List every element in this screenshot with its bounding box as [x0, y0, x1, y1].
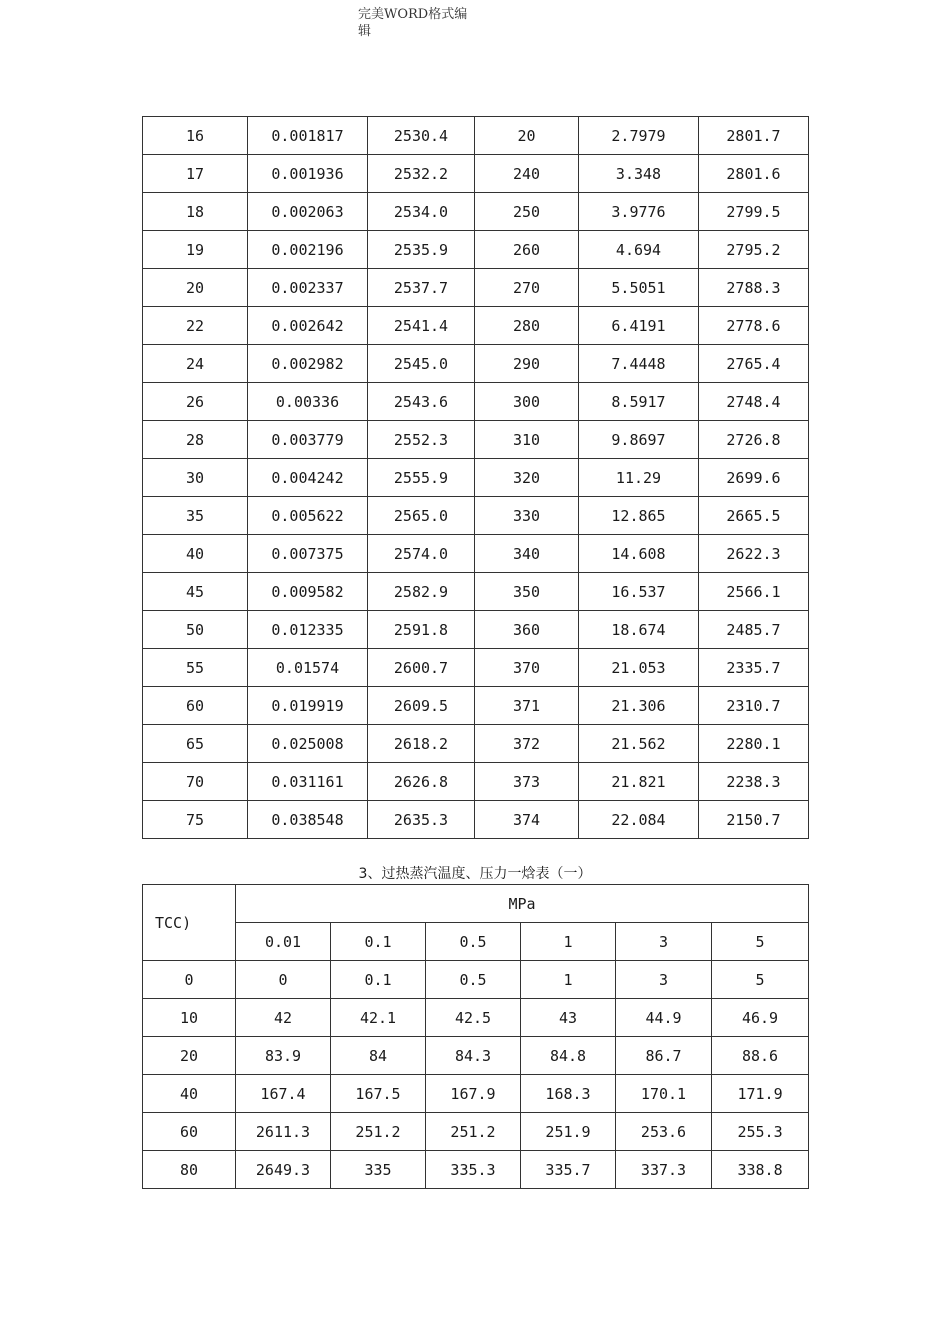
header-line-1: 完美WORD格式编: [358, 7, 468, 22]
table-cell: 11.29: [579, 459, 699, 497]
table-cell: 14.608: [579, 535, 699, 573]
table-cell: 50: [143, 611, 248, 649]
pressure-header-cell: 0.1: [331, 923, 426, 961]
table-cell: 0.001936: [248, 155, 368, 193]
table-cell: 2726.8: [699, 421, 809, 459]
table-row: [143, 1113, 809, 1151]
table-row: [143, 155, 809, 193]
table-cell: 0.025008: [248, 725, 368, 763]
table-row: [143, 801, 809, 839]
table-cell: 3.9776: [579, 193, 699, 231]
table-row: [143, 1151, 809, 1189]
temperature-cell: 60: [143, 1113, 236, 1151]
table-cell: 5.5051: [579, 269, 699, 307]
table-cell: 2622.3: [699, 535, 809, 573]
table-cell: 2591.8: [368, 611, 475, 649]
table-cell: 18: [143, 193, 248, 231]
table-cell: 2600.7: [368, 649, 475, 687]
table-cell: 260: [475, 231, 579, 269]
table-cell: 21.821: [579, 763, 699, 801]
enthalpy-cell: 251.2: [331, 1113, 426, 1151]
table-cell: 2801.6: [699, 155, 809, 193]
enthalpy-cell: 42.1: [331, 999, 426, 1037]
table-row: [143, 1075, 809, 1113]
enthalpy-cell: 335.3: [426, 1151, 521, 1189]
saturated-steam-table: [142, 116, 809, 839]
table-cell: 2582.9: [368, 573, 475, 611]
enthalpy-cell: 44.9: [616, 999, 712, 1037]
table-cell: 2748.4: [699, 383, 809, 421]
table-cell: 2626.8: [368, 763, 475, 801]
pressure-header-cell: 1: [521, 923, 616, 961]
enthalpy-cell: 171.9: [712, 1075, 809, 1113]
table-cell: 280: [475, 307, 579, 345]
table-cell: 6.4191: [579, 307, 699, 345]
table-cell: 2530.4: [368, 117, 475, 155]
superheated-steam-enthalpy-table: [142, 884, 809, 1189]
temperature-cell: 40: [143, 1075, 236, 1113]
table-cell: 2799.5: [699, 193, 809, 231]
table-cell: 2609.5: [368, 687, 475, 725]
table-cell: 0.019919: [248, 687, 368, 725]
temperature-cell: 10: [143, 999, 236, 1037]
table-row: [143, 117, 809, 155]
enthalpy-cell: 0.1: [331, 961, 426, 999]
table-row: [143, 763, 809, 801]
table-cell: 2765.4: [699, 345, 809, 383]
table-row: [143, 999, 809, 1037]
enthalpy-cell: 84: [331, 1037, 426, 1075]
enthalpy-cell: 43: [521, 999, 616, 1037]
table-cell: 0.003779: [248, 421, 368, 459]
table-cell: 2795.2: [699, 231, 809, 269]
enthalpy-cell: 167.4: [236, 1075, 331, 1113]
table-cell: 2565.0: [368, 497, 475, 535]
enthalpy-cell: 0.5: [426, 961, 521, 999]
enthalpy-cell: 168.3: [521, 1075, 616, 1113]
table-cell: 340: [475, 535, 579, 573]
table-cell: 2535.9: [368, 231, 475, 269]
table-cell: 9.8697: [579, 421, 699, 459]
pressure-unit-header: MPa: [236, 885, 809, 923]
table-cell: 2635.3: [368, 801, 475, 839]
table-cell: 21.053: [579, 649, 699, 687]
table-row: [143, 231, 809, 269]
table-cell: 370: [475, 649, 579, 687]
table-cell: 20: [143, 269, 248, 307]
table-row: [143, 535, 809, 573]
superheated-steam-table-body: [143, 885, 809, 1189]
table-cell: 22.084: [579, 801, 699, 839]
table-cell: 320: [475, 459, 579, 497]
enthalpy-cell: 2611.3: [236, 1113, 331, 1151]
table-row: [143, 725, 809, 763]
table-cell: 0.038548: [248, 801, 368, 839]
table-row: [143, 687, 809, 725]
table-cell: 2537.7: [368, 269, 475, 307]
temperature-cell: 0: [143, 961, 236, 999]
table-row: [143, 649, 809, 687]
table-cell: 373: [475, 763, 579, 801]
table-cell: 2.7979: [579, 117, 699, 155]
table-cell: 2788.3: [699, 269, 809, 307]
table-row: [143, 307, 809, 345]
enthalpy-cell: 335.7: [521, 1151, 616, 1189]
table-cell: 19: [143, 231, 248, 269]
enthalpy-cell: 1: [521, 961, 616, 999]
table-cell: 22: [143, 307, 248, 345]
table-cell: 2555.9: [368, 459, 475, 497]
pressure-header-cell: 0.5: [426, 923, 521, 961]
temperature-cell: 80: [143, 1151, 236, 1189]
enthalpy-cell: 251.2: [426, 1113, 521, 1151]
table-cell: 2280.1: [699, 725, 809, 763]
table-cell: 0.002063: [248, 193, 368, 231]
enthalpy-cell: 335: [331, 1151, 426, 1189]
table-cell: 28: [143, 421, 248, 459]
table-row: [143, 269, 809, 307]
table-cell: 2532.2: [368, 155, 475, 193]
table-cell: 35: [143, 497, 248, 535]
table-cell: 2552.3: [368, 421, 475, 459]
enthalpy-cell: 338.8: [712, 1151, 809, 1189]
pressure-header-cell: 5: [712, 923, 809, 961]
table-cell: 45: [143, 573, 248, 611]
table-row: [143, 459, 809, 497]
table-cell: 0.002196: [248, 231, 368, 269]
table-cell: 16.537: [579, 573, 699, 611]
enthalpy-cell: 167.9: [426, 1075, 521, 1113]
table-cell: 2543.6: [368, 383, 475, 421]
table-cell: 300: [475, 383, 579, 421]
table-cell: 374: [475, 801, 579, 839]
table-cell: 0.012335: [248, 611, 368, 649]
enthalpy-cell: 170.1: [616, 1075, 712, 1113]
table-cell: 2150.7: [699, 801, 809, 839]
enthalpy-cell: 83.9: [236, 1037, 331, 1075]
table-cell: 7.4448: [579, 345, 699, 383]
pressure-header-cell: 0.01: [236, 923, 331, 961]
temperature-cell: 20: [143, 1037, 236, 1075]
table-cell: 2534.0: [368, 193, 475, 231]
enthalpy-cell: 253.6: [616, 1113, 712, 1151]
pressure-values-row: [143, 923, 809, 961]
table-cell: 0.031161: [248, 763, 368, 801]
table-cell: 0.004242: [248, 459, 368, 497]
table-cell: 0.002642: [248, 307, 368, 345]
table-cell: 240: [475, 155, 579, 193]
table-cell: 20: [475, 117, 579, 155]
table-row: [143, 1037, 809, 1075]
table-cell: 4.694: [579, 231, 699, 269]
table-cell: 17: [143, 155, 248, 193]
enthalpy-cell: 5: [712, 961, 809, 999]
table-cell: 350: [475, 573, 579, 611]
enthalpy-cell: 167.5: [331, 1075, 426, 1113]
table-cell: 16: [143, 117, 248, 155]
table-cell: 30: [143, 459, 248, 497]
enthalpy-cell: 84.3: [426, 1037, 521, 1075]
enthalpy-cell: 86.7: [616, 1037, 712, 1075]
table-cell: 2566.1: [699, 573, 809, 611]
table-cell: 2699.6: [699, 459, 809, 497]
table-cell: 2310.7: [699, 687, 809, 725]
table-header-row: [143, 885, 809, 923]
enthalpy-cell: 3: [616, 961, 712, 999]
enthalpy-cell: 0: [236, 961, 331, 999]
table-cell: 0.009582: [248, 573, 368, 611]
table-cell: 2485.7: [699, 611, 809, 649]
table-cell: 3.348: [579, 155, 699, 193]
table-row: [143, 383, 809, 421]
table-cell: 250: [475, 193, 579, 231]
temperature-header: TCC): [143, 885, 236, 961]
enthalpy-cell: 46.9: [712, 999, 809, 1037]
table-cell: 40: [143, 535, 248, 573]
table-row: [143, 573, 809, 611]
table-cell: 75: [143, 801, 248, 839]
table-cell: 21.306: [579, 687, 699, 725]
table-row: [143, 961, 809, 999]
table-cell: 290: [475, 345, 579, 383]
table-cell: 2574.0: [368, 535, 475, 573]
table-cell: 310: [475, 421, 579, 459]
table-cell: 18.674: [579, 611, 699, 649]
table-cell: 2541.4: [368, 307, 475, 345]
table-cell: 2778.6: [699, 307, 809, 345]
table-cell: 0.007375: [248, 535, 368, 573]
table-row: [143, 345, 809, 383]
table-cell: 2335.7: [699, 649, 809, 687]
table-cell: 24: [143, 345, 248, 383]
table-row: [143, 193, 809, 231]
table-row: [143, 421, 809, 459]
table-cell: 330: [475, 497, 579, 535]
table-cell: 2801.7: [699, 117, 809, 155]
table-cell: 371: [475, 687, 579, 725]
enthalpy-cell: 84.8: [521, 1037, 616, 1075]
table-cell: 65: [143, 725, 248, 763]
enthalpy-cell: 42: [236, 999, 331, 1037]
header-line-2: 辑: [358, 24, 372, 39]
enthalpy-cell: 337.3: [616, 1151, 712, 1189]
table-cell: 8.5917: [579, 383, 699, 421]
table-cell: 70: [143, 763, 248, 801]
table-cell: 2665.5: [699, 497, 809, 535]
table-cell: 0.005622: [248, 497, 368, 535]
table-cell: 60: [143, 687, 248, 725]
document-header: [358, 6, 488, 40]
enthalpy-cell: 255.3: [712, 1113, 809, 1151]
pressure-header-cell: 3: [616, 923, 712, 961]
table-cell: 0.00336: [248, 383, 368, 421]
table-cell: 55: [143, 649, 248, 687]
table-row: [143, 611, 809, 649]
table-cell: 2545.0: [368, 345, 475, 383]
table-caption: 3、过热蒸汽温度、压力一焓表（一）: [358, 866, 592, 882]
table-cell: 26: [143, 383, 248, 421]
enthalpy-cell: 88.6: [712, 1037, 809, 1075]
table-cell: 2238.3: [699, 763, 809, 801]
table-cell: 12.865: [579, 497, 699, 535]
table-cell: 2618.2: [368, 725, 475, 763]
table-cell: 0.01574: [248, 649, 368, 687]
table-cell: 21.562: [579, 725, 699, 763]
enthalpy-cell: 42.5: [426, 999, 521, 1037]
table-cell: 360: [475, 611, 579, 649]
table-cell: 0.002982: [248, 345, 368, 383]
enthalpy-cell: 251.9: [521, 1113, 616, 1151]
saturated-steam-table-body: [143, 117, 809, 839]
table-cell: 270: [475, 269, 579, 307]
table-cell: 0.002337: [248, 269, 368, 307]
table-cell: 372: [475, 725, 579, 763]
enthalpy-cell: 2649.3: [236, 1151, 331, 1189]
table-row: [143, 497, 809, 535]
table-cell: 0.001817: [248, 117, 368, 155]
